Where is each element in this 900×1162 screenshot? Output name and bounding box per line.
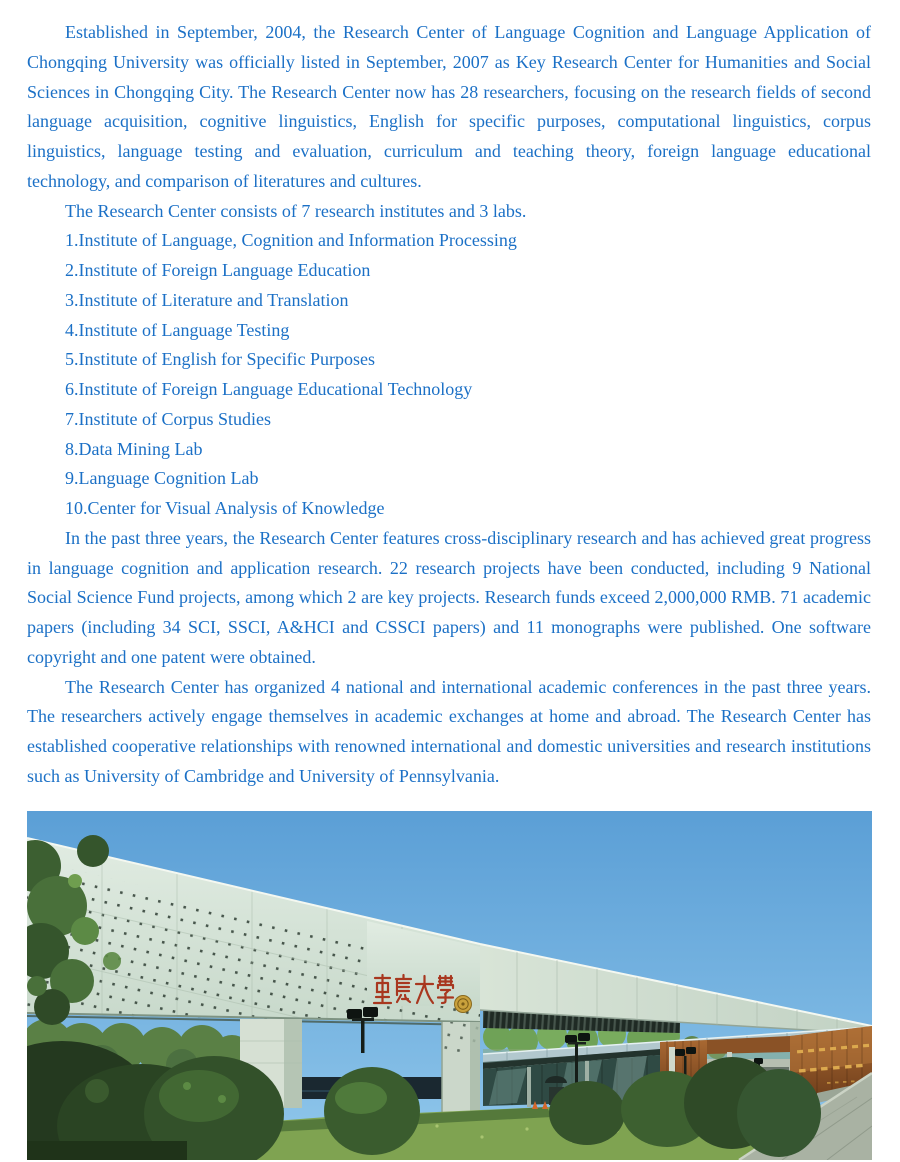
institute-list-item: 5.Institute of English for Specific Purposes bbox=[65, 349, 375, 370]
university-emblem bbox=[455, 995, 472, 1012]
intro-paragraph: Established in September, 2004, the Research Center of Language Cognition and Language Application of Chongqing University was officially listed in September, 2007 as Key Research Center for Humanities and Social Sciences in Chongqing City. The Research Center now has 28 researchers, focusing on the research fields of second language acquisition, cognitive linguistics, English for specific purposes, computational linguistics, corpus linguistics, language testing and evaluation, curriculum and teaching theory, foreign language educational technology, and comparison of literatures and cultures. bbox=[27, 22, 871, 191]
campus-gate-photo bbox=[27, 811, 872, 1160]
achievements-paragraph: In the past three years, the Research Center features cross-disciplinary research and has achieved great progress in language cognition and application research. 22 research projects have been conducted, including 9 National Social Science Fund projects, among which 2 are key projects. Research funds exceed 2,000,000 RMB. 71 academic papers (including 34 SCI, SSCI, A&HCI and CSSCI papers) and 11 monographs were published. One software copyright and one patent were obtained. bbox=[27, 527, 871, 667]
institute-list-item: 3.Institute of Literature and Translation bbox=[65, 289, 349, 310]
institute-list-item: 7.Institute of Corpus Studies bbox=[65, 408, 271, 429]
lab-list-item: 9.Language Cognition Lab bbox=[65, 468, 259, 489]
institute-list-item: 2.Institute of Foreign Language Education bbox=[65, 260, 371, 280]
institutes-summary: The Research Center consists of 7 research institutes and 3 labs. bbox=[65, 200, 527, 221]
institute-list-item: 1.Institute of Language, Cognition and Information Processing bbox=[65, 230, 517, 251]
lab-list-item: 10.Center for Visual Analysis of Knowledge bbox=[65, 498, 385, 518]
institute-list-item: 4.Institute of Language Testing bbox=[65, 319, 290, 340]
institute-list-item: 6.Institute of Foreign Language Educational Technology bbox=[65, 379, 473, 399]
wall-leg-right bbox=[442, 1022, 480, 1115]
lab-list-item: 8.Data Mining Lab bbox=[65, 438, 203, 459]
conferences-paragraph: The Research Center has organized 4 national and international academic conferences in the past three years. The researchers actively engage themselves in academic exchanges at home and abroad. The Research Center has established cooperative relationships with renowned international and domestic universities and research institutions such as University of Cambridge and University of Pennsylvania. bbox=[27, 676, 871, 786]
